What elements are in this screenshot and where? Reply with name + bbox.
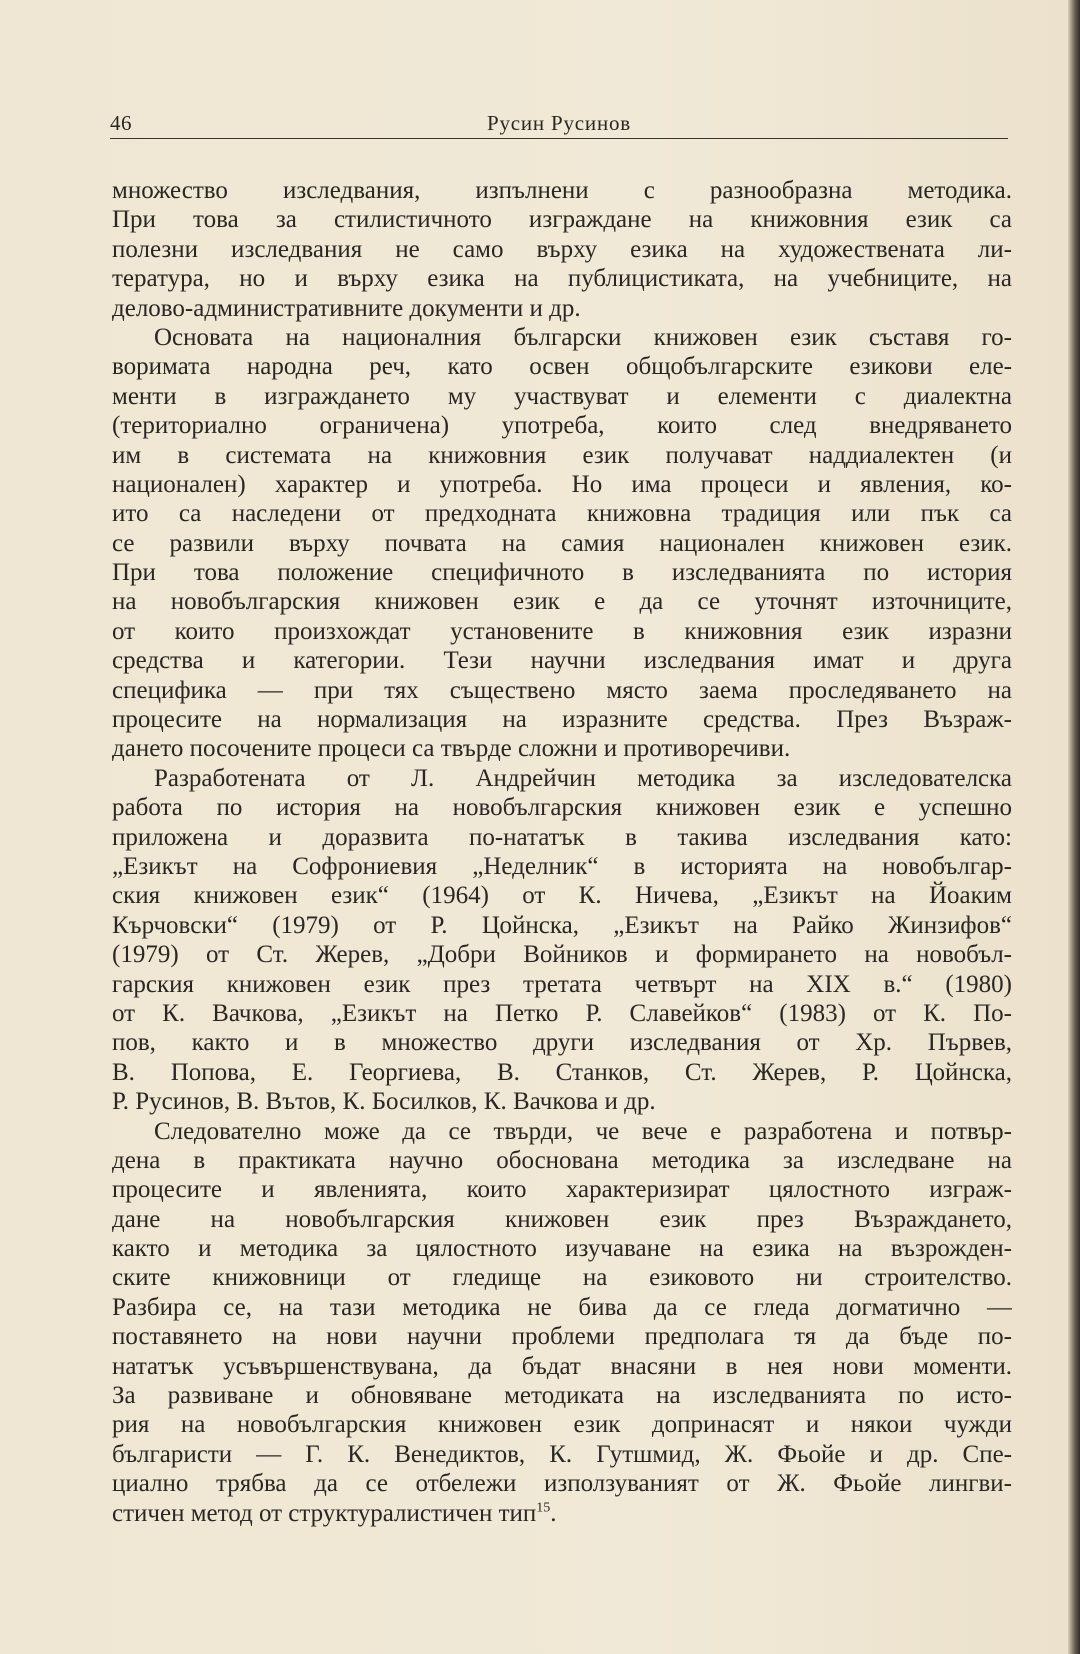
text-line: на новобългарския книжовен език е да се уточнят източниците,: [112, 588, 1012, 616]
final-line-text: стичен метод от структуралистичен тип: [112, 1499, 537, 1527]
text-line: множество изследвания, изпълнени с разнообразна методика.: [112, 177, 1012, 204]
text-line: процесите на нормализация на изразните средства. През Възраж-: [112, 706, 1012, 734]
text-line: За развиване и обновяване методиката на изследванията по исто-: [112, 1382, 1012, 1410]
text-line: приложена и доразвита по-нататък в такива изследвания като:: [112, 823, 1012, 851]
running-head: Русин Русинов: [486, 111, 632, 135]
text-line: поставянето на нови научни проблеми предполага тя да бъде по-: [112, 1323, 1012, 1351]
text-line: от които произхождат установените в книжовния език изразни: [112, 617, 1012, 645]
text-line: (териториално ограничена) употреба, които след внедряването: [112, 412, 1012, 440]
text-line: ския книжовен език“ (1964) от К. Ничева, „Езикът на Йоаким: [112, 882, 1012, 910]
text-line: национален) характер и употреба. Но има процеси и явления, ко-: [112, 470, 1012, 498]
text-line: дена в практиката научно обоснована методика за изследване на: [112, 1146, 1012, 1174]
text-line: В. Попова, Е. Георгиева, В. Станков, Ст. Жерев, Р. Цойнска,: [112, 1058, 1012, 1086]
page-header: [110, 108, 1008, 138]
text-line: процесите и явленията, които характеризират цялостното изграж-: [112, 1176, 1012, 1204]
page-number: 46: [110, 111, 132, 135]
text-line: Разбира се, на тази методика не бива да се гледа догматично —: [112, 1293, 1012, 1321]
footnote-reference[interactable]: 15: [536, 1500, 551, 1516]
text-line: специфика — при тях съществено място заема проследяването на: [112, 676, 1012, 704]
text-line: Следователно може да се твърди, че вече е разработена и потвър-: [154, 1117, 1012, 1145]
text-line: циално трябва да се отбележи използуваният от Ж. Фьойе лингви-: [112, 1470, 1012, 1498]
text-line: Разработената от Л. Андрейчин методика за изследователска: [154, 764, 1012, 792]
text-line: делово-административните документи и др.: [112, 294, 581, 322]
text-line: Р. Русинов, В. Вътов, К. Босилков, К. Вачкова и др.: [112, 1088, 656, 1116]
text-line: (1979) от Ст. Жерев, „Добри Войников и формирането на новобъл-: [112, 941, 1012, 969]
text-line: менти в изграждането му участвуват и елементи с диалектна: [112, 382, 1012, 410]
text-line: полезни изследвания не само върху езика на художествената ли-: [112, 235, 1012, 263]
text-line: нататък усъвършенствувана, да бъдат внасяни в нея нови моменти.: [112, 1352, 1012, 1380]
text-line: ските книжовници от гледище на езиковото ни строителство.: [112, 1264, 1012, 1292]
body-text: [112, 176, 1012, 1528]
page-spine-edge: [1068, 0, 1080, 1654]
header-rule: [110, 138, 1008, 139]
text-line: работа по история на новобългарския книжовен език е успешно: [112, 794, 1012, 822]
text-line: ито са наследени от предходната книжовна традиция или пък са: [112, 500, 1012, 528]
text-line: тература, но и върху езика на публицистиката, на учебниците, на: [112, 265, 1012, 293]
text-line: от К. Вачкова, „Езикът на Петко Р. Славейков“ (1983) от К. По-: [112, 999, 1012, 1027]
text-line: „Езикът на Софрониевия „Неделник“ в историята на новобългар-: [112, 852, 1012, 880]
text-line: При това положение специфичното в изследванията по история: [112, 559, 1012, 587]
text-line: както и методика за цялостното изучаване на езика на възрожден-: [112, 1235, 1012, 1263]
text-line: средства и категории. Тези научни изследвания имат и друга: [112, 647, 1012, 675]
text-line: дането посочените процеси са твърде сложни и противоречиви.: [112, 735, 791, 763]
text-line: гарския книжовен език през третата четвърт на XIX в.“ (1980): [112, 970, 1012, 998]
text-line: българисти — Г. К. Венедиктов, К. Гутшмид, Ж. Фьойе и др. Спе-: [112, 1440, 1012, 1468]
text-line: пов, както и в множество други изследвания от Хр. Първев,: [112, 1029, 1012, 1057]
text-line-final: [112, 1499, 1012, 1528]
text-line: воримата народна реч, като освен общобългарските езикови еле-: [112, 353, 1012, 381]
text-line: дане на новобългарския книжовен език през Възраждането,: [112, 1205, 1012, 1233]
text-line: Кърчовски“ (1979) от Р. Цойнска, „Езикът на Райко Жинзифов“: [112, 911, 1012, 939]
text-line: При това за стилистичното изграждане на книжовния език са: [112, 206, 1012, 234]
text-line: се развили върху почвата на самия национален книжовен език.: [112, 529, 1012, 557]
text-line: рия на новобългарския книжовен език допринасят и някои чужди: [112, 1411, 1012, 1439]
text-line: Основата на националния български книжовен език съставя го-: [154, 323, 1012, 351]
text-line: им в системата на книжовния език получават наддиалектен (и: [112, 441, 1012, 469]
final-period: .: [550, 1499, 557, 1527]
